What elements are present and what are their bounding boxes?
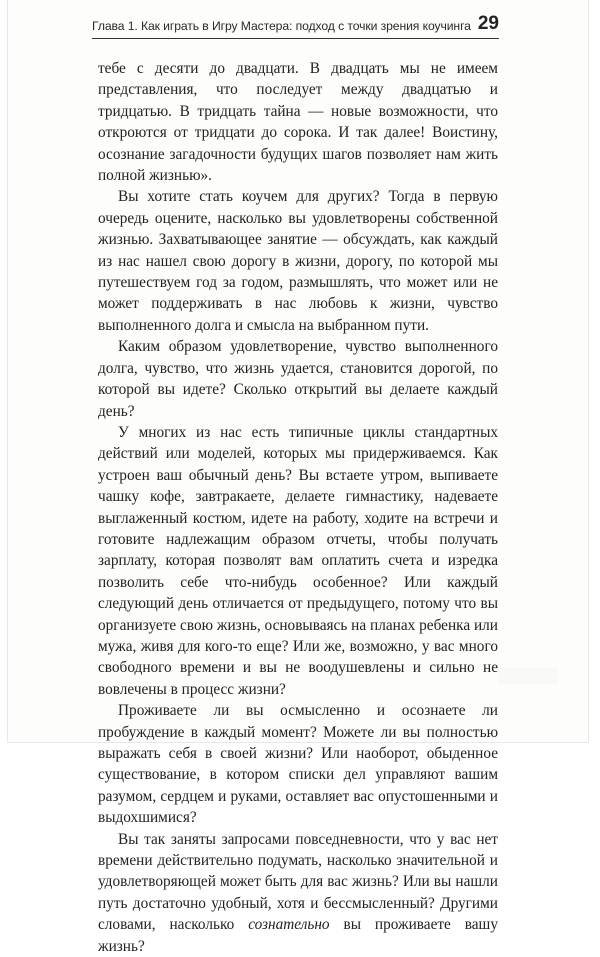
paragraph-with-emphasis bbox=[98, 829, 498, 957]
chapter-title: Глава 1. Как играть в Игру Мастера: подход с точки зрения коучинга bbox=[92, 19, 471, 33]
paragraph: Вы хотите стать коучем для других? Тогда в первую очередь оцените, насколько вы удовлетворены собственной жизнью. Захватывающее занятие — обсуждать, как каждый из нас нашел свою дорогу в жизни, дорогу, по которой мы путешествуем год за годом, размышлять, что может или не может поддерживать в нас любовь к жизни, чувство выполненного долга и смысла на выбранном пути. bbox=[98, 188, 498, 334]
book-page bbox=[8, 0, 588, 955]
paragraph-text-after: вы проживаете вашу жизнь? bbox=[98, 916, 498, 955]
running-header bbox=[92, 12, 499, 39]
paragraph: У многих из нас есть типичные циклы стандартных действий или моделей, которых мы придерживаемся. Как устроен ваш обычный день? Вы встаете утром, выпиваете чашку кофе, завтракаете, делаете гимнастику, надеваете выглаженный костюм, идете на работу, ходите на встречи и готовите надлежащим образом отчеты, чтобы получать зарплату, которая позволят вам оплатить счета и изредка позволить себе что-нибудь особенное? Или каждый следующий день отличается от предыдущего, потому что вы организуете свою жизнь, основываясь на планах ребенка или мужа, живя для кого-то еще? Или же, возможно, у вас много свободного времени и вы не воодушевлены и сильно не вовлечены в процесс жизни? bbox=[98, 423, 498, 698]
paragraph: Каким образом удовлетворение, чувство выполненного долга, чувство, что жизнь удается, становится дорогой, по которой вы идете? Сколько открытий вы делаете каждый день? bbox=[98, 338, 498, 420]
paragraph: Проживаете ли вы осмысленно и осознаете ли пробуждение в каждый момент? Можете ли вы полностью выражать себя в своей жизни? Или наоборот, обыденное существование, в котором списки дел управляют вашим разумом, сердцем и руками, оставляет вас опустошенными и выдохшимися? bbox=[98, 702, 498, 827]
page-smudge bbox=[498, 668, 558, 684]
paragraph-text-before: Вы так заняты запросами повседневности, что у вас нет времени действительно подумать, насколько значительной и удовлетворяющей может быть для вас жизнь? Или вы нашли путь достаточно удобный, хотя и бессмысленный? Другими словами, насколько bbox=[98, 830, 498, 934]
emphasis-word: сознательно bbox=[248, 916, 330, 934]
paragraph: тебе с десяти до двадцати. В двадцать мы не имеем представления, что последует между двадцатью и тридцатью. В тридцать тайна — новые возможности, что откроются от тридцати до сорока. И так далее! Воистину, осознание загадочности будущих шагов позволяет нам жить полной жизнью». bbox=[98, 60, 498, 185]
body-text bbox=[98, 58, 498, 957]
page-number: 29 bbox=[477, 13, 499, 34]
